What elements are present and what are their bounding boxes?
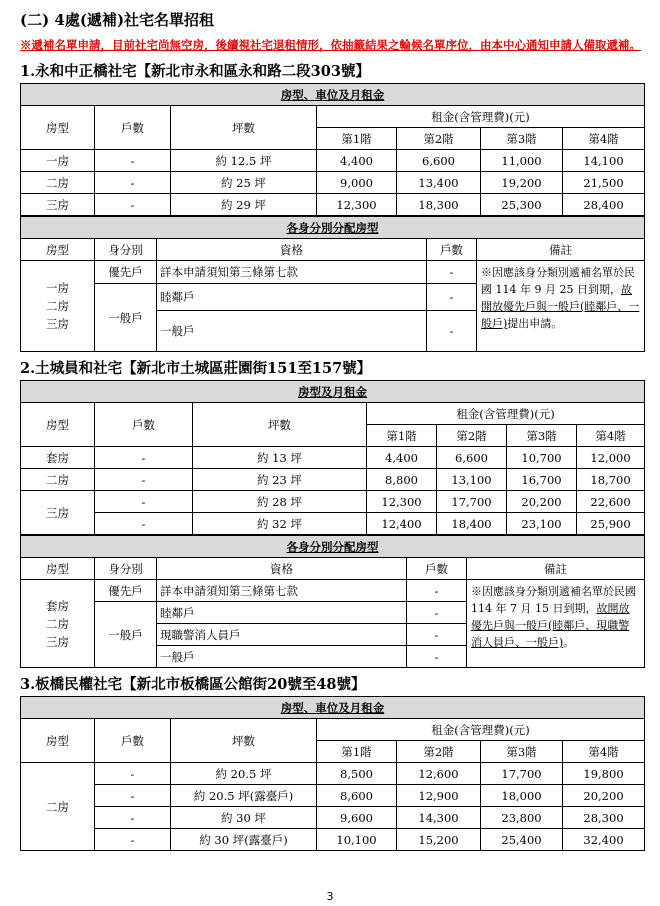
col-header-households: 戶數 <box>407 558 467 580</box>
household-count: - <box>407 646 467 668</box>
qualification-cell: 一般戶 <box>157 646 407 668</box>
col-header-room-type: 房型 <box>21 403 95 447</box>
identity-general: 一般戶 <box>95 602 157 668</box>
col-header-room-type: 房型 <box>21 719 95 763</box>
section-title: 3.板橋民權社宅【新北市板橋區公館街20號至48號】 <box>20 676 366 693</box>
allocation-table <box>20 216 645 352</box>
table-row: 三房 - 約 28 坪 12,300 17,700 20,200 22,600 <box>21 491 645 513</box>
col-header-remarks: 備註 <box>477 239 645 261</box>
table-row: 套房 - 約 13 坪 4,400 6,600 10,700 12,000 <box>21 447 645 469</box>
allocated-room-types: 一房 二房 三房 <box>21 261 95 352</box>
notice-text <box>20 36 644 55</box>
table-row: 一房 - 約 12.5 坪 4,400 6,600 11,000 14,100 <box>21 150 645 172</box>
rent-table-title: 房型、車位及月租金 <box>21 697 645 719</box>
table-row: 二房 - 約 25 坪 9,000 13,400 19,200 21,500 <box>21 172 645 194</box>
col-header-rent: 租金(含管理費)(元) <box>317 106 645 128</box>
rent-table <box>20 380 645 535</box>
household-count: - <box>407 580 467 602</box>
allocated-room-types: 套房 二房 三房 <box>21 580 95 668</box>
page-heading: (二) 4處(遞補)社宅名單招租 <box>20 11 215 29</box>
qualification-cell: 睦鄰戶 <box>157 284 427 311</box>
qualification-cell: 睦鄰戶 <box>157 602 407 624</box>
allocation-table <box>20 535 645 668</box>
col-header-room-type: 房型 <box>21 558 95 580</box>
remarks-note: ※因應該身分類別遞補名單於民國 114 年 9 月 25 日到期，故開放優先戶與一般戶(睦鄰戶、一般戶)提出申請。 <box>477 261 645 352</box>
household-count: - <box>427 311 477 352</box>
col-header-floor-3: 第3階 <box>481 128 563 150</box>
section-title: 1.永和中正橋社宅【新北市永和區永和路二段303號】 <box>20 63 370 80</box>
col-header-households: 戶數 <box>95 106 171 150</box>
allocation-table-title: 各身分別分配房型 <box>21 536 645 558</box>
table-row: - 約 30 坪(露臺戶) 10,100 15,200 25,400 32,400 <box>21 829 645 851</box>
identity-priority: 優先戶 <box>95 580 157 602</box>
rent-table <box>20 83 645 216</box>
document-page <box>20 8 644 851</box>
table-row: 二房 - 約 20.5 坪 8,500 12,600 17,700 19,800 <box>21 763 645 785</box>
col-header-identity: 身分別 <box>95 558 157 580</box>
table-row: - 約 30 坪 9,600 14,300 23,800 28,300 <box>21 807 645 829</box>
col-header-floor-1: 第1階 <box>367 425 437 447</box>
household-count: - <box>407 602 467 624</box>
col-header-ping: 坪數 <box>171 719 317 763</box>
notice-underlined: ※遞補名單申請，目前社宅尚無空房，後續視社宅退租情形，依抽籤結果之輪候名單序位，由本中心通知申請人備取遞補。 <box>20 38 641 52</box>
col-header-floor-3: 第3階 <box>507 425 577 447</box>
col-header-ping: 坪數 <box>193 403 367 447</box>
col-header-identity: 身分別 <box>95 239 157 261</box>
page-number: 3 <box>326 890 334 903</box>
rent-table-title: 房型、車位及月租金 <box>21 84 645 106</box>
col-header-floor-1: 第1階 <box>317 741 397 763</box>
col-header-remarks: 備註 <box>467 558 645 580</box>
col-header-ping: 坪數 <box>171 106 317 150</box>
col-header-rent: 租金(含管理費)(元) <box>367 403 645 425</box>
table-row: 二房 - 約 23 坪 8,800 13,100 16,700 18,700 <box>21 469 645 491</box>
household-count: - <box>407 624 467 646</box>
table-row: 三房 - 約 29 坪 12,300 18,300 25,300 28,400 <box>21 194 645 216</box>
qualification-cell: 一般戶 <box>157 311 427 352</box>
col-header-rent: 租金(含管理費)(元) <box>317 719 645 741</box>
remarks-note: ※因應該身分類別遞補名單於民國 114 年 7 月 15 日到期，故開放優先戶與一般戶(睦鄰戶、現職警消人員戶、一般戶)。 <box>467 580 645 668</box>
col-header-room-type: 房型 <box>21 106 95 150</box>
col-header-room-type: 房型 <box>21 239 95 261</box>
col-header-floor-3: 第3階 <box>481 741 563 763</box>
col-header-floor-4: 第4階 <box>563 128 645 150</box>
qualification-cell: 詳本申請須知第三條第七款 <box>157 580 407 602</box>
rent-table <box>20 696 645 851</box>
section-title: 2.土城員和社宅【新北市土城區莊園街151至157號】 <box>20 360 372 377</box>
identity-general: 一般戶 <box>95 284 157 352</box>
identity-priority: 優先戶 <box>95 261 157 284</box>
allocation-table-title: 各身分別分配房型 <box>21 217 645 239</box>
col-header-qualification: 資格 <box>157 239 427 261</box>
household-count: - <box>427 284 477 311</box>
col-header-floor-1: 第1階 <box>317 128 397 150</box>
col-header-floor-2: 第2階 <box>437 425 507 447</box>
col-header-households: 戶數 <box>95 719 171 763</box>
col-header-floor-4: 第4階 <box>563 741 645 763</box>
table-row: - 約 32 坪 12,400 18,400 23,100 25,900 <box>21 513 645 535</box>
col-header-qualification: 資格 <box>157 558 407 580</box>
table-row: - 約 20.5 坪(露臺戶) 8,600 12,900 18,000 20,200 <box>21 785 645 807</box>
col-header-floor-2: 第2階 <box>397 741 481 763</box>
rent-table-title: 房型及月租金 <box>21 381 645 403</box>
col-header-floor-2: 第2階 <box>397 128 481 150</box>
household-count: - <box>427 261 477 284</box>
col-header-floor-4: 第4階 <box>577 425 645 447</box>
col-header-households: 戶數 <box>95 403 193 447</box>
col-header-households: 戶數 <box>427 239 477 261</box>
qualification-cell: 詳本申請須知第三條第七款 <box>157 261 427 284</box>
qualification-cell: 現職警消人員戶 <box>157 624 407 646</box>
